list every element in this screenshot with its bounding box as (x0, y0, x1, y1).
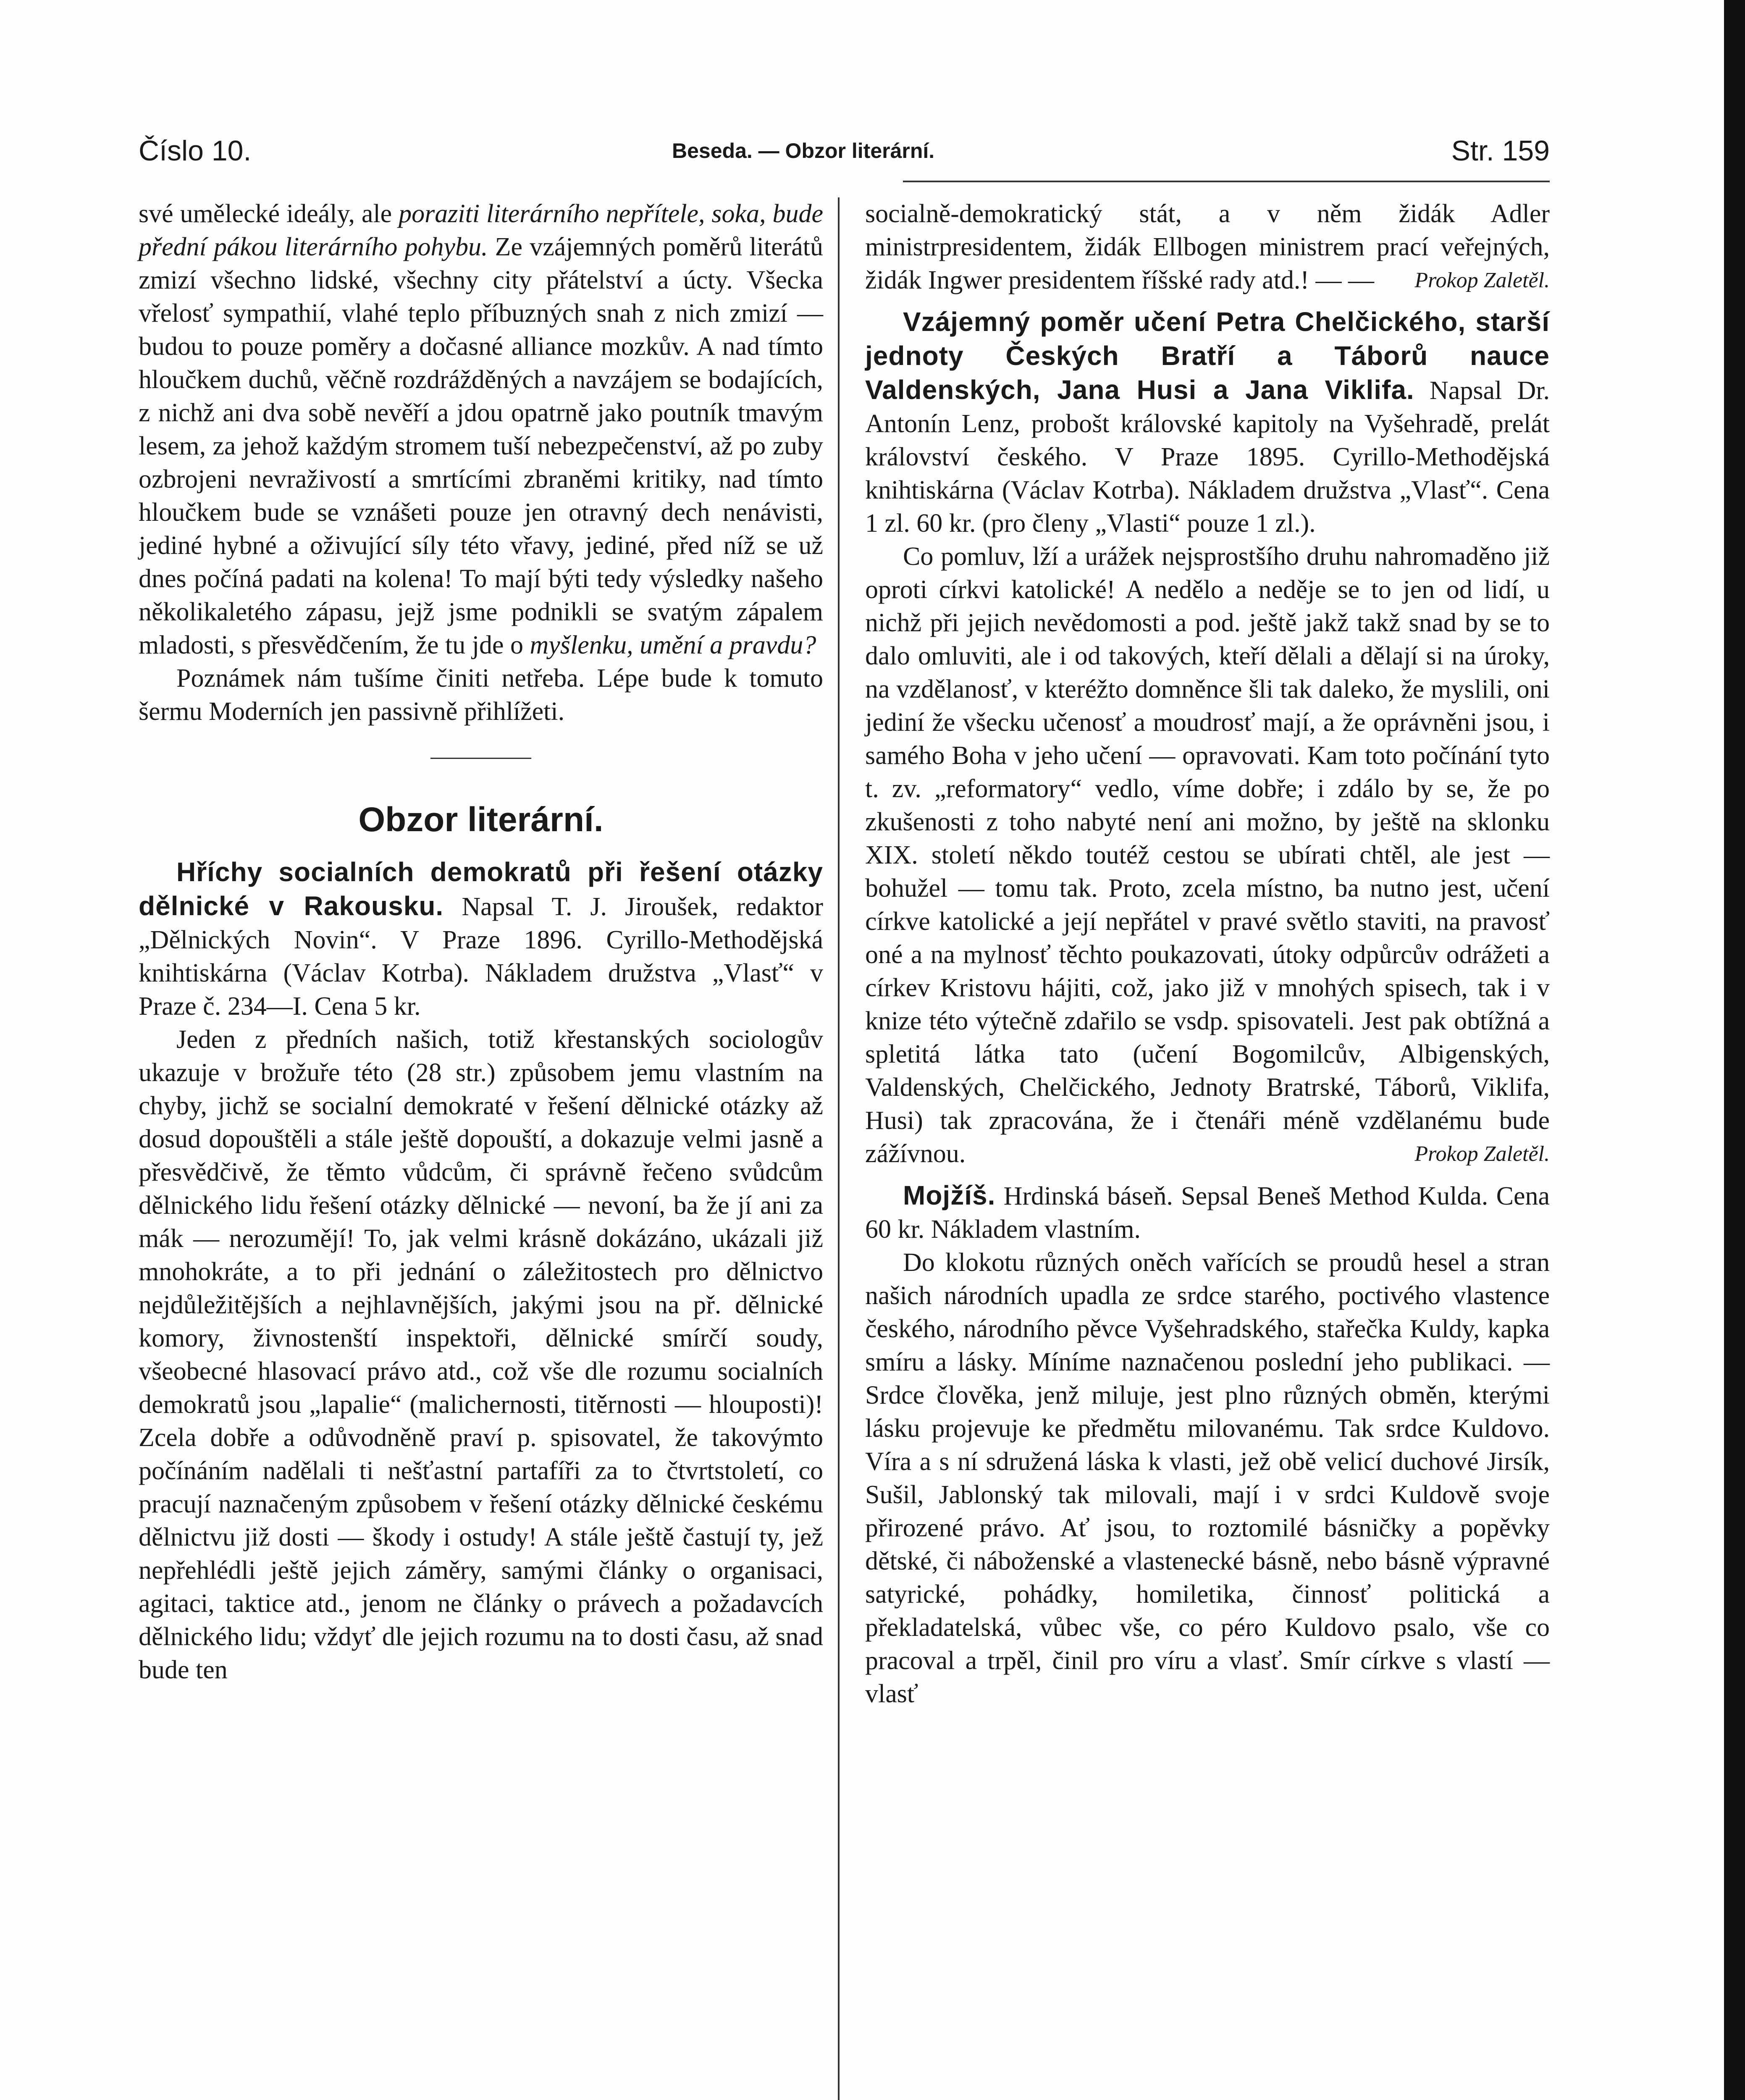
review-3-title: Mojžíš. (903, 1180, 996, 1210)
review-1-title: Hříchy socialních demokratů při řešení otázky dělnické v Rakousku. (139, 857, 823, 921)
review-1-meta: Napsal T. J. Jiroušek, redaktor „Dělnických Novin“. V Praze 1896. Cyrillo-Methodějská knihtiskárna (Václav Kotrba). Nákladem družstva „Vlasť“ v Praze č. 234—I. Cena 5 kr. (139, 892, 823, 1021)
signature-1: Prokop Zaletěl. (1414, 268, 1550, 292)
section-title: Obzor literární. (358, 801, 604, 839)
review-1-body: Jeden z předních našich, totiž křestanských sociologův ukazuje v brožuře této (28 str.) způsobem jemu vlastním na chyby, jichž se socialní demokraté v řešení dělnické otázky až dosud dopouštěli a stále ještě dopouští, a dokazuje velmi jasně a přesvědčivě, že těmto vůdcům, či správně řečeno svůdcům dělnického lidu řešení otázky dělnické — nevoní, ba že jí ani za mák — nerozumějí! To, jak velmi krásně dokázáno, ukázali již mnohokráte, a to při jednání o záležitostech pro dělnictvo nejdůležitějších a nejhlavnějších, jakými jsou na př. dělnické komory, živnostenští inspektoři, dělnické smírčí soudy, všeobecné hlasovací právo atd., což vše dle rozumu socialních demokratů jsou „lapalie“ (malichernosti, titěrnosti — hlouposti)! Zcela dobře a odůvodněně praví p. spisovatel, že takovýmto počínáním nadělali ti nešťastní partafíři za to čtvrtstoletí, co pracují naznačeným způsobem v řešení otázky dělnické českému dělnictvu již dosti — škody i ostudy! A stále ještě častují ty, jež nepřehlédli ještě jejich záměry, samými články o organisaci, agitaci, taktice atd., jenom ne články o právech a požadavcích dělnického lidu; vždyť dle jejich rozumu na to dosti času, až snad bude ten (139, 1025, 823, 1684)
paragraph-continuation: své umělecké ideály, ale poraziti literárního nepřítele, soka, bude přední pákou literárního pohybu. Ze vzájemných poměrů literátů zmizí všechno lidské, všechny city přátelství a úcty. Všecka vřelosť sympathií, vlahé teplo příbuzných snah z nich zmizí — budou to pouze poměry a dočasné alliance mozkův. A nad tímto hloučkem duchů, věčně rozdrážděných a navzájem se bodajících, z nichž ani dva sobě nevěří a jdou opatrně jako poutník tmavým lesem, za jehož každým stromem tuší nebezpečenství, až po zuby ozbrojeni nevraživostí a smrtícími zbraněmi kritiky, nad tímto hloučkem bude se vznášeti pouze jen otravný dech nenávisti, jediné hybné a oživující síly této vřavy, jediné, před níž se už dnes počíná padati na kolena! To mají býti tedy výsledky našeho několikaletého zápasu, jejž jsme podnikli se svatým zápalem mladosti, s přesvědčením, že tu jde o myšlenku, umění a pravdu? (139, 200, 823, 659)
review-3-meta: Hrdinská báseň. Sepsal Beneš Method Kulda. Cena 60 kr. Nákladem vlastním. (865, 1182, 1550, 1244)
running-title: Beseda. — Obzor literární. (672, 139, 935, 163)
review-2-meta: Napsal Dr. Antonín Lenz, probošt královské kapitoly na Vyšehradě, prelát království českého. V Praze 1895. Cyrillo-Methodějská knihtiskárna (Václav Kotrba). Nákladem družstva „Vlasť“. Cena 1 zl. 60 kr. (pro členy „Vlasti“ pouze 1 zl.). (865, 376, 1550, 538)
issue-number: Číslo 10. (139, 135, 252, 167)
header-rule (903, 181, 1550, 182)
page-header (139, 126, 1550, 181)
separator-rule (430, 758, 531, 759)
review-2-title: Vzájemný poměr učení Petra Chelčického, starší jednoty Českých Bratří a Táborů nauce Valdenských, Jana Husi a Jana Viklifa. (865, 307, 1550, 405)
column-divider (838, 197, 840, 2100)
right-column (865, 197, 1550, 1711)
left-column (139, 197, 823, 1687)
review-1-continuation: socialně-demokratický stát, a v něm židák Adler ministrpresidentem, židák Ellbogen ministrem prací veřejných, židák Ingwer presidentem říšské rady atd.! — — Prokop Zaletěl. (865, 197, 1550, 297)
paragraph-closing-note: Poznámek nám tušíme činiti netřeba. Lépe bude k tomuto šermu Moderních jen passivně přihlížeti. (139, 664, 823, 726)
signature-2: Prokop Zaletěl. (1414, 1142, 1550, 1166)
review-1-heading (139, 856, 823, 1023)
review-2-heading (865, 305, 1550, 540)
scan-border-right (1724, 0, 1745, 2100)
review-2-body: Co pomluv, lží a urážek nejsprostšího druhu nahromaděno již oproti církvi katolické! A nedělo a neděje se to jen od lidí, u nichž při jejich nevědomosti a pod. ještě jakž takž snad by se to dalo omluviti, ale i od takových, kteří dělali a dělají si na úroky, na vzdělanosť, v kteréžto domněnce šli tak daleko, že myslili, oni jediní že všecku učenosť a moudrosť mají, a že oprávněni jsou, i samého Boha v jeho učení — opravovati. Kam toto počínání tyto t. zv. „reformatory“ vedlo, víme dobře; i zdálo by se, že po zkušenosti z toho nabyté není ani možno, by ještě na sklonku XIX. století někdo toutéž cestou se ubírati chtěl, ale jest — bohužel — tomu tak. Proto, zcela místno, ba nutno jest, učení církve katolické a její nepřátel v pravé světlo staviti, na pravosť oné a na mylnosť těchto poukazovati, útoky odpůrcův odrážeti a církev Kristovu hájiti, což, jako již v mnohých spisech, tak i v knize této výtečně zdařilo se vsdp. spisovateli. Jest pak obtížná a spletitá látka tato (učení Bogomilcův, Albigenských, Valdenských, Chelčického, Jednoty Bratrské, Táborů, Viklifa, Husi) tak zpracována, že i čtenáři méně vzdělanému bude zážívnou. Prokop Zaletěl. (865, 540, 1550, 1171)
review-3-heading (865, 1179, 1550, 1246)
review-3-body: Do klokotu různých oněch vařících se proudů hesel a stran našich národních upadla ze srdce starého, poctivého vlastence českého, národního pěvce Vyšehradského, stařečka Kuldy, kapka smíru a lásky. Míníme naznačenou poslední jeho publikaci. — Srdce člověka, jenž miluje, jest plno různých obměn, kterými lásku projevuje ke předmětu milovanému. Tak srdce Kuldovo. Víra a s ní sdružená láska k vlasti, jež obě velicí duchové Jirsík, Sušil, Jablonský tak milovali, mají i v srdci Kuldově svoje přirozené právo. Ať jsou, to roztomilé básničky a popěvky dětské, či náboženské a vlastenecké básně, nebo básně výpravné satyrické, pohádky, homiletika, činnosť politická a překladatelská, vůbec vše, co péro Kuldovo psalo, vše co pracoval a trpěl, činil pro víru a vlasť. Smír církve s vlastí — vlasť (865, 1248, 1550, 1708)
page-number: Str. 159 (1451, 135, 1550, 167)
